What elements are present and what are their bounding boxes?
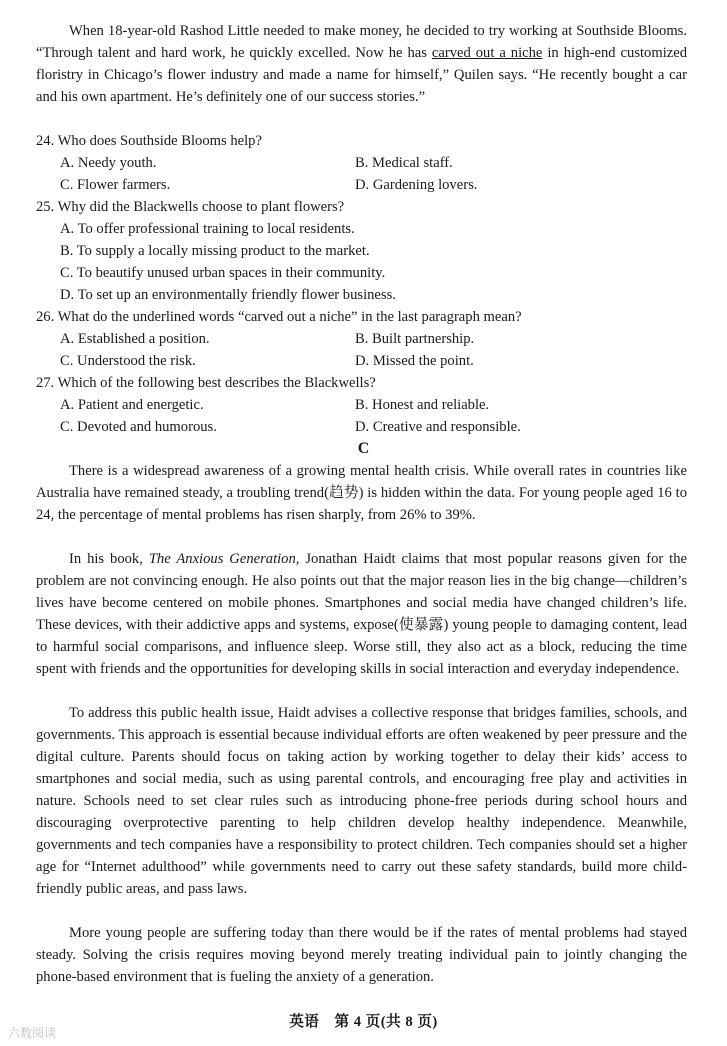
question-24-option-a: A. Needy youth.	[60, 155, 157, 171]
question-25-option-b: B. To supply a locally missing product to the market.	[60, 243, 370, 259]
question-24-option-b: B. Medical staff.	[355, 155, 453, 171]
question-26-option-b: B. Built partnership.	[355, 331, 475, 347]
question-26-stem: 26. What do the underlined words “carved out a niche” in the last paragraph mean?	[36, 309, 522, 325]
book-title: The Anxious Generation	[148, 551, 296, 567]
question-26-option-d: D. Missed the point.	[355, 353, 474, 369]
question-25-stem: 25. Why did the Blackwells choose to plant flowers?	[36, 199, 345, 215]
page-footer: 英语 第 4 页(共 8 页)	[289, 1014, 438, 1030]
question-24-option-d: D. Gardening lovers.	[355, 177, 478, 193]
passage-c-paragraph-2: In his book, The Anxious Generation, Jonathan Haidt claims that most popular reasons given for the problem are not convincing enough. He also points out that the major reason lies in the big change—children’s lives have become centered on mobile phones. Smartphones and social media have changed children’s life. These devices, with their addictive apps and systems, expose(使暴露) young people to damaging content, lead to harmful social comparisons, and influence sleep. Worse still, they also act as a block, reducing the time spent with friends and the opportunities for developing skills in social interaction and everyday independence.	[36, 551, 687, 677]
question-27-option-b: B. Honest and reliable.	[355, 397, 490, 413]
passage-c-paragraph-1: There is a widespread awareness of a growing mental health crisis. While overall rates in countries like Australia have remained steady, a troubling trend(趋势) is hidden within the data. For young people aged 16 to 24, the percentage of mental problems has risen sharply, from 26% to 39%.	[36, 463, 687, 523]
question-27-option-c: C. Devoted and humorous.	[60, 419, 217, 435]
question-24-stem: 24. Who does Southside Blooms help?	[36, 133, 262, 149]
question-27-option-a: A. Patient and energetic.	[60, 397, 204, 413]
underlined-phrase: carved out a niche	[431, 45, 543, 61]
intro-paragraph: When 18-year-old Rashod Little needed to make money, he decided to try working at Southside Blooms. “Through talent and hard work, he quickly excelled. Now he has carved out a niche in high-end customized floristry in Chicago’s flower industry and made a name for himself,” Quilen says. “He recently bought a car and his own apartment. He’s definitely one of our success stories.”	[36, 23, 688, 105]
section-heading: C	[357, 440, 370, 457]
passage-c-paragraph-4: More young people are suffering today than there would be if the rates of mental problems had stayed steady. Solving the crisis requires moving beyond merely treating individual pain to jointly changing the phone-based environment that is fueling the anxiety of a generation.	[36, 925, 687, 985]
watermark: 六数阅读	[8, 1026, 57, 1040]
question-25-option-c: C. To beautify unused urban spaces in their community.	[60, 265, 386, 281]
question-27-option-d: D. Creative and responsible.	[355, 419, 521, 435]
question-27-stem: 27. Which of the following best describes the Blackwells?	[36, 375, 376, 391]
question-25-option-d: D. To set up an environmentally friendly flower business.	[60, 287, 396, 303]
question-26-option-c: C. Understood the risk.	[60, 353, 196, 369]
question-25-option-a: A. To offer professional training to local residents.	[60, 221, 355, 237]
question-26-option-a: A. Established a position.	[60, 331, 210, 347]
passage-c-paragraph-3: To address this public health issue, Haidt advises a collective response that bridges families, schools, and governments. This approach is essential because individual efforts are often weakened by peer pressure and the digital culture. Parents should focus on taking action by working together to delay their kids’ access to smartphones and social media, such as using parental controls, and encouraging free play and activities in nature. Schools need to set clear rules such as introducing phone-free periods during school hours and discouraging overprotective parenting to help children develop healthy independence. Meanwhile, governments and tech companies have a responsibility to protect children. Tech companies should set a higher age for “Internet adulthood” while governments need to carry out these safety standards, build more child-friendly public areas, and pass laws.	[36, 705, 687, 897]
question-24-option-c: C. Flower farmers.	[60, 177, 171, 193]
